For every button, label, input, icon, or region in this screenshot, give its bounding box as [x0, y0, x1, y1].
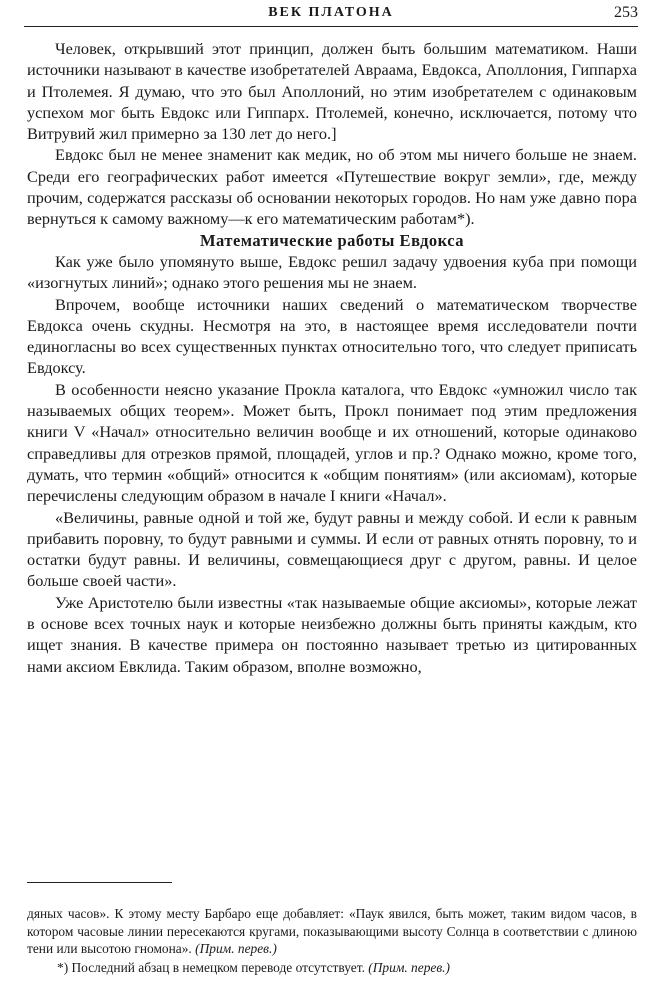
footnote-divider: [27, 882, 172, 883]
paragraph: Как уже было упомянуто выше, Евдокс решил задачу удвоения куба при помощи «изогнутых линий»; однако этого решения мы не знаем.: [27, 251, 637, 293]
footnote-continued-text: дяных часов». К этому месту Барбаро еще добавляет: «Паук явился, быть может, таким видом часов, в котором часовые линии пересекаются кругами, показывающими высоту Солнца в соответствии с длиною тени или высотою гномона».: [27, 906, 637, 956]
main-text: [27, 38, 637, 677]
paragraph: Впрочем, вообще источники наших сведений о математическом творчестве Евдокса очень скудны. Несмотря на это, в настоящее время исследователи почти единогласны во всех существенных пунктах относительно того, что следует приписать Евдоксу.: [27, 294, 637, 378]
footnotes: [27, 905, 637, 976]
translator-note: (Прим. перев.): [368, 959, 450, 975]
paragraph: Человек, открывший этот принцип, должен быть большим математиком. Наши источники называют в качестве изобретателей Авраама, Евдокса, Аполлония, Гиппарха и Птолемея. Я думаю, что это был Аполлоний, но этим изобретателем с одинаковым успехом мог быть Евдокс или Гиппарх. Птолемей, конечно, исключается, потому что Витрувий жил примерно за 130 лет до него.]: [27, 39, 637, 144]
paragraph: Евдокс был не менее знаменит как медик, но об этом мы ничего больше не знаем. Среди его географических работ имеется «Путешествие вокруг земли», где, между прочим, содержатся рассказы об основании некоторых городов. Но нам уже давно пора вернуться к самому важному—к его математическим работам*).: [27, 145, 637, 229]
footnote-continued: [27, 905, 637, 958]
running-title: ВЕК ПЛАТОНА: [268, 5, 394, 20]
page-header: [24, 0, 638, 27]
footnote-star-text: *) Последний абзац в немецком переводе отсутствует.: [57, 959, 365, 975]
page-number: 253: [614, 4, 638, 21]
paragraph: В особенности неясно указание Прокла каталога, что Евдокс «умножил число так называемых общих теорем». Может быть, Прокл понимает под этим предложения книги V «Начал» относительно величин вообще и их отношений, которые одинаково справедливы для отрезков прямой, площадей, углов и пр.? Однако можно, кроме того, думать, что термин «общий» относится к «общим понятиям» (или аксиомам), которые перечислены следующим образом в начале I книги «Начал».: [27, 379, 637, 506]
section-heading: Математические работы Евдокса: [199, 230, 465, 250]
quoted-axioms: «Величины, равные одной и той же, будут равны и между собой. И если к равным прибавить поровну, то будут равными и суммы. И если от равных отнять поровну, то и остатки будут равны. И величины, совмещающиеся друг с другом, равны. И целое больше своей части».: [27, 507, 637, 591]
footnote-star: [27, 959, 637, 977]
translator-note: (Прим. перев.): [195, 941, 277, 956]
paragraph: Уже Аристотелю были известны «так называемые общие аксиомы», которые лежат в основе всех точных наук и которые неизбежно должны быть приняты каждым, кто ищет знания. В качестве примера он постоянно называет третью из цитированных нами аксиом Евклида. Таким образом, вполне возможно,: [27, 592, 637, 676]
